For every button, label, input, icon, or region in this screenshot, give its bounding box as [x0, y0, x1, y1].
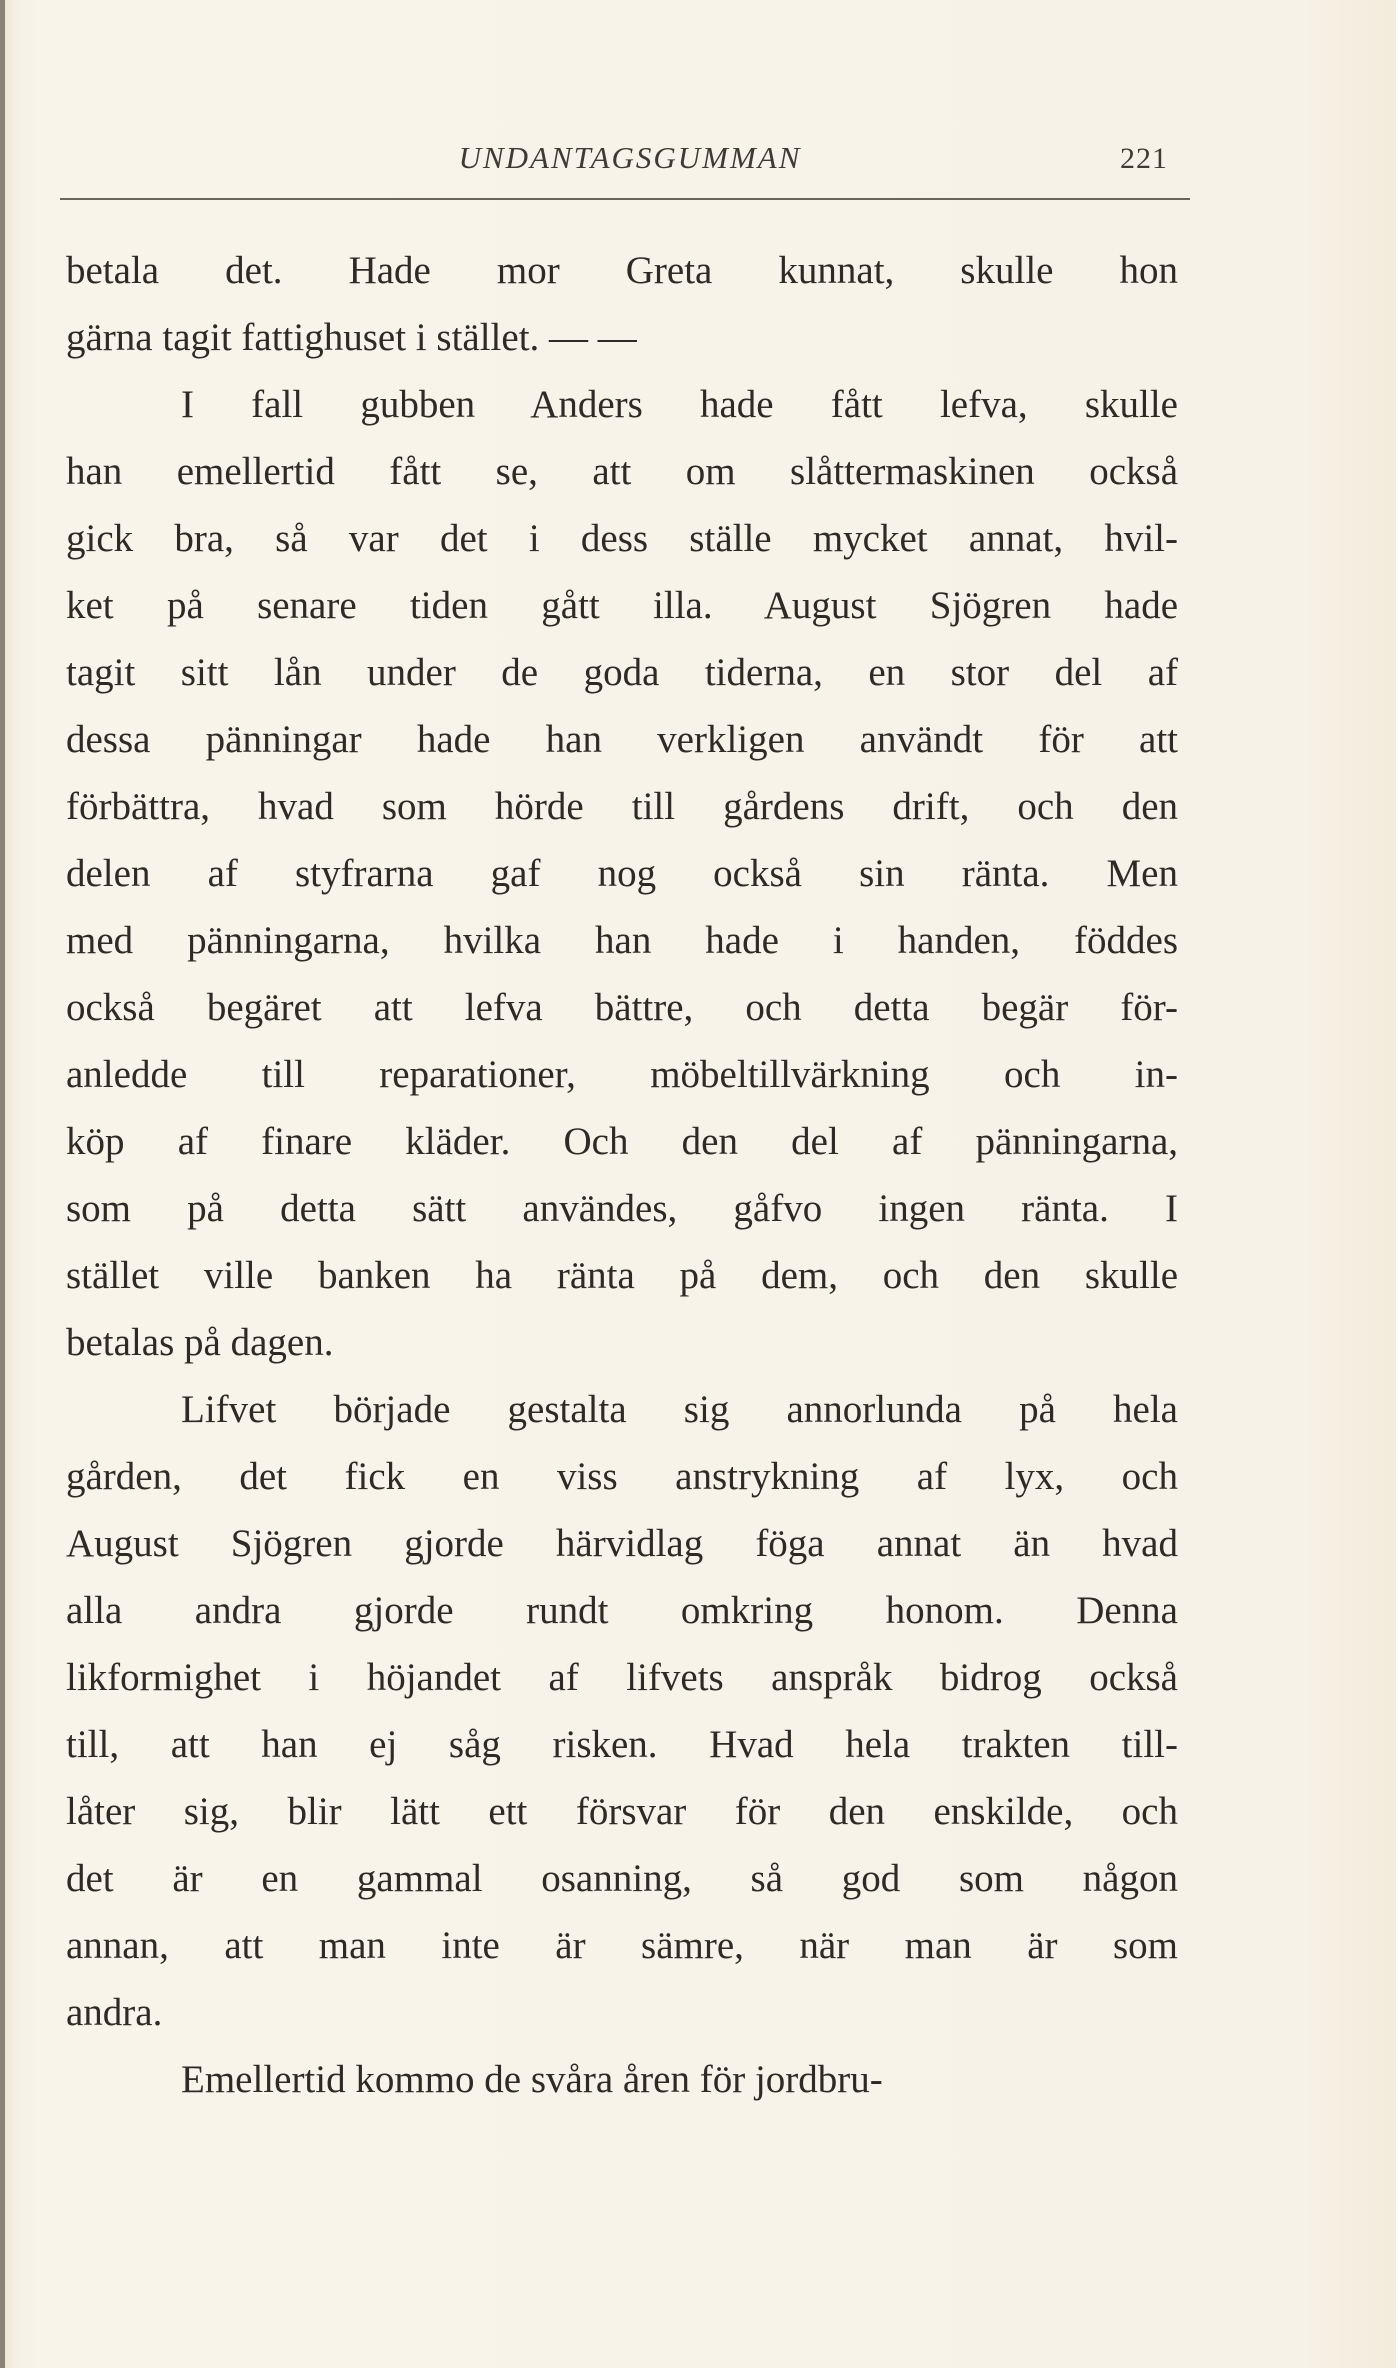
text-line: låter sig, blir lätt ett försvar för den enskilde, och: [66, 1790, 1178, 1833]
page-number: 221: [1120, 142, 1168, 175]
header-rule: [60, 198, 1190, 200]
text-line: till, att han ej såg risken. Hvad hela trakten till-: [66, 1723, 1178, 1766]
text-line: annan, att man inte är sämre, när man är som: [66, 1924, 1178, 1967]
text-line: likformighet i höjandet af lifvets anspråk bidrog också: [66, 1656, 1178, 1699]
text-line: andra.: [66, 1991, 163, 2034]
text-line: anledde till reparationer, möbeltillvärkning och in-: [66, 1053, 1178, 1096]
text-line: med pänningarna, hvilka han hade i handen, föddes: [66, 919, 1178, 962]
text-line: betalas på dagen.: [66, 1321, 334, 1364]
text-line: gärna tagit fattighuset i stället. — —: [66, 316, 637, 359]
text-line: förbättra, hvad som hörde till gårdens drift, och den: [66, 785, 1178, 828]
text-line: som på detta sätt användes, gåfvo ingen ränta. I: [66, 1187, 1178, 1230]
paragraph-first-line: I fall gubben Anders hade fått lefva, skulle: [181, 383, 1178, 426]
text-line: tagit sitt lån under de goda tiderna, en stor del af: [66, 651, 1178, 694]
text-line: alla andra gjorde rundt omkring honom. Denna: [66, 1589, 1178, 1632]
paragraph-first-line: Lifvet började gestalta sig annorlunda på hela: [181, 1388, 1178, 1431]
body-text: [66, 237, 1178, 2113]
paragraph-first-line: Emellertid kommo de svåra åren för jordbru-: [181, 2058, 883, 2101]
text-line: delen af styfrarna gaf nog också sin ränta. Men: [66, 852, 1178, 895]
page-header: [0, 140, 1400, 188]
running-title: UNDANTAGSGUMMAN: [458, 140, 802, 175]
text-line: han emellertid fått se, att om slåttermaskinen också: [66, 450, 1178, 493]
page-edge: [0, 0, 5, 2368]
text-line: gården, det fick en viss anstrykning af lyx, och: [66, 1455, 1178, 1498]
text-line: också begäret att lefva bättre, och detta begär för-: [66, 986, 1178, 1029]
text-line: det är en gammal osanning, så god som någon: [66, 1857, 1178, 1900]
text-line: August Sjögren gjorde härvidlag föga annat än hvad: [66, 1522, 1178, 1565]
text-line: köp af finare kläder. Och den del af pänningarna,: [66, 1120, 1178, 1163]
text-line: gick bra, så var det i dess ställe mycket annat, hvil-: [66, 517, 1178, 560]
text-line: betala det. Hade mor Greta kunnat, skulle hon: [66, 249, 1178, 292]
text-line: stället ville banken ha ränta på dem, och den skulle: [66, 1254, 1178, 1297]
text-line: dessa pänningar hade han verkligen användt för att: [66, 718, 1178, 761]
text-line: ket på senare tiden gått illa. August Sjögren hade: [66, 584, 1178, 627]
